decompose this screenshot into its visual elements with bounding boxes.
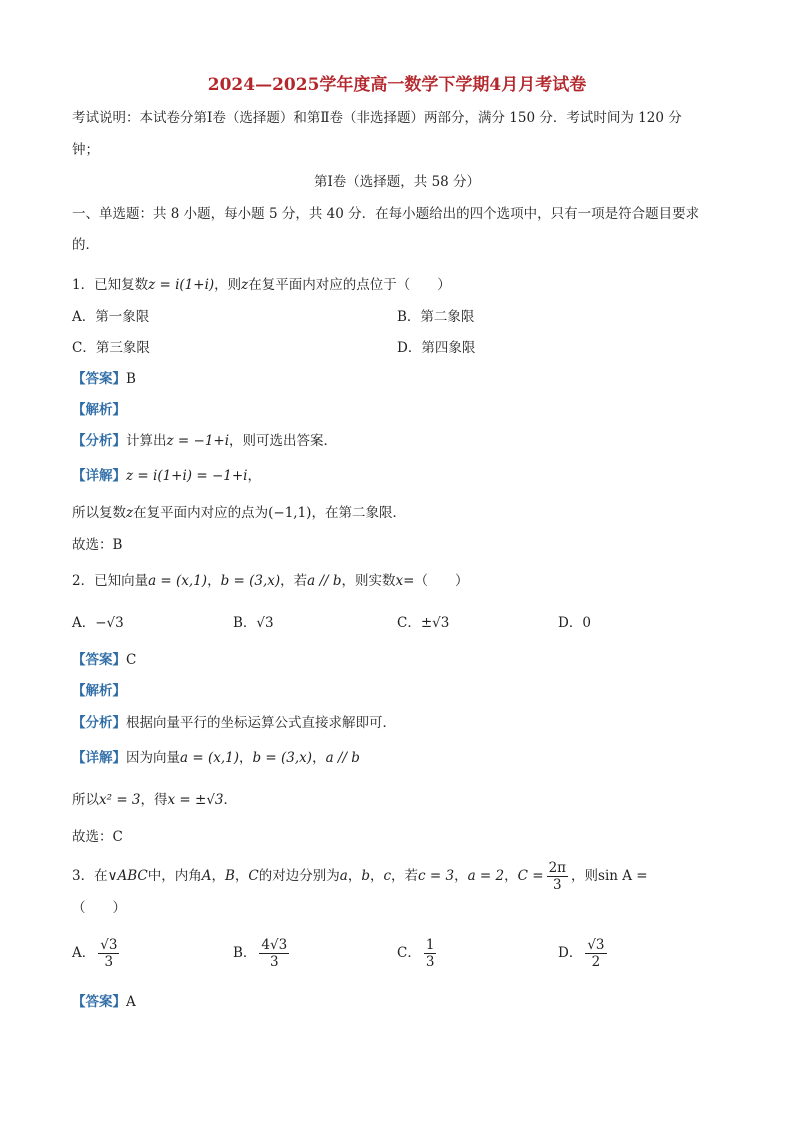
part1-instructions-line2: 的． — [72, 237, 99, 253]
q3-triangle: ∨ABC — [107, 868, 148, 884]
q2-vector-a: a = (x,1) — [148, 573, 208, 589]
detail-tag: 【详解】 — [72, 468, 126, 484]
q3-side-b: b — [361, 868, 370, 884]
q2-detail — [72, 748, 360, 768]
q3-C-denominator: 3 — [553, 877, 562, 893]
q2-so-c: ． — [223, 792, 238, 808]
exam-instructions-line1: 考试说明：本试卷分第Ⅰ卷（选择题）和第Ⅱ卷（非选择题）两部分，满分 150 分．考试时间为 120 分 — [72, 110, 682, 126]
q1-so-b: 在复平面内对应的点为 — [133, 505, 269, 521]
q1-option-d: D．第四象限 — [397, 340, 476, 356]
q1-conclusion — [72, 503, 406, 523]
q1-choose: 故选：B — [72, 537, 123, 553]
page-title: 2024—2025学年度高一数学下学期4月月考试卷 — [207, 75, 587, 95]
q2-option-c — [397, 613, 449, 633]
fenxi-tag: 【分析】 — [72, 433, 126, 449]
answer-tag: 【答案】 — [72, 994, 126, 1010]
q3-answer-value: A — [126, 994, 136, 1010]
q2-stem-c: ，则实数 — [341, 573, 396, 589]
q2-option-c-value: ±√3 — [420, 615, 450, 631]
q2-detail-par: a // b — [325, 750, 360, 766]
q2-stem — [72, 571, 468, 591]
q3-stem-b: 中，内角 — [147, 868, 202, 884]
q3-option-a-num: √3 — [100, 937, 118, 953]
q2-option-c-label: C． — [397, 615, 421, 631]
q3-side-a: a — [339, 868, 348, 884]
q1-analysis — [72, 400, 126, 420]
analysis-tag: 【解析】 — [72, 683, 126, 699]
q3-answer — [72, 992, 136, 1012]
q3-option-a — [72, 937, 122, 970]
q3-angle-b: B — [224, 868, 235, 884]
q2-choose: 故选：C — [72, 829, 123, 845]
q2-x: x — [395, 573, 404, 589]
q3-C-numerator: 2π — [548, 860, 567, 876]
q3-option-b — [233, 937, 292, 970]
q2-detail-a: 因为向量 — [126, 750, 180, 766]
q3-option-d-num: √3 — [587, 937, 605, 953]
q2-so-result: x = ±√3 — [167, 792, 224, 808]
q3-option-a-fraction — [98, 937, 119, 970]
q3-option-c-fraction — [424, 937, 437, 970]
q1-fenxi-a: 计算出 — [126, 433, 167, 449]
q2-so-b: ，得 — [140, 792, 168, 808]
q1-fenxi-b: ，则可选出答案． — [229, 433, 338, 449]
q1-stem-b: ，则 — [214, 277, 242, 293]
q3-option-d — [558, 937, 610, 970]
q1-so-c: ，在第二象限． — [311, 505, 406, 521]
q1-fenxi — [72, 431, 337, 451]
q1-stem — [72, 275, 451, 295]
fenxi-tag: 【分析】 — [72, 715, 126, 731]
q2-conclusion — [72, 790, 237, 810]
q3-angle-c: C — [248, 868, 259, 884]
q3-option-a-label: A． — [72, 945, 96, 961]
q2-analysis — [72, 681, 126, 701]
exam-instructions-line2: 钟； — [72, 142, 99, 158]
q3-sinA: sin A = — [598, 868, 648, 884]
q3-option-b-den: 3 — [270, 954, 279, 970]
q2-parallel: a // b — [307, 573, 342, 589]
q1-z: z — [241, 277, 249, 293]
q3-stem-d: ，若 — [391, 868, 419, 884]
q1-expr: z = i(1+i) — [148, 277, 215, 293]
q3-stem-c: 的对边分别为 — [258, 868, 340, 884]
q2-detail-sep1: ， — [238, 750, 253, 766]
q3-paren: （ ） — [72, 900, 126, 916]
q2-option-a-label: A． — [72, 615, 96, 631]
q1-detail-b: ， — [247, 468, 261, 484]
q3-option-c-label: C． — [397, 945, 421, 961]
q3-option-d-fraction — [585, 937, 606, 970]
q3-stem-a: 3．在 — [72, 868, 108, 884]
q2-detail-sep2: ， — [312, 750, 326, 766]
q3-option-a-den: 3 — [104, 954, 114, 970]
q1-stem-c: 在复平面内对应的点位于（ ） — [248, 277, 451, 293]
q2-option-d: D．0 — [558, 615, 591, 631]
q2-stem-d: =（ ） — [403, 573, 469, 589]
q2-option-b — [233, 613, 274, 633]
analysis-tag: 【解析】 — [72, 402, 126, 418]
q3-C-fraction — [547, 860, 568, 893]
q3-side-c: c — [383, 868, 392, 884]
q3-stem-e: ，则 — [571, 868, 599, 884]
q3-a-value: a = 2 — [467, 868, 505, 884]
q2-answer — [72, 650, 136, 670]
detail-tag: 【详解】 — [72, 750, 126, 766]
q2-fenxi-text: 根据向量平行的坐标运算公式直接求解即可． — [126, 715, 396, 731]
q1-option-b: B．第二象限 — [397, 309, 475, 325]
section-title: 第Ⅰ卷（选择题，共 58 分） — [313, 174, 481, 190]
q1-detail — [72, 466, 261, 486]
q3-c-value: c = 3 — [418, 868, 455, 884]
q1-stem-a: 1．已知复数 — [72, 277, 149, 293]
q2-option-b-label: B． — [233, 615, 257, 631]
q2-option-a-value: −√3 — [95, 615, 124, 631]
q3-option-d-label: D． — [558, 945, 583, 961]
q2-vector-b: b = (3,x) — [220, 573, 281, 589]
q3-angle-a: A — [201, 868, 212, 884]
answer-tag: 【答案】 — [72, 652, 126, 668]
q1-detail-expr: z = i(1+i) = −1+i — [126, 468, 248, 484]
q1-so-a: 所以复数 — [72, 505, 126, 521]
q2-sep1: ， — [207, 573, 221, 589]
answer-tag: 【答案】 — [72, 371, 126, 387]
q1-answer-value: B — [126, 371, 136, 387]
q3-stem: 3．在∨ABC中，内角A，B，C的对边分别为a，b，c，若c = 3，a = 2，C = $\frac{2\pi}{3}$ ，则sin A = — [72, 860, 648, 893]
q2-answer-value: C — [126, 652, 137, 668]
q3-option-b-label: B． — [233, 945, 257, 961]
q3-option-c — [397, 937, 439, 970]
q1-answer — [72, 369, 136, 389]
q1-option-a: A．第一象限 — [72, 309, 150, 325]
q2-so-a: 所以 — [72, 792, 99, 808]
q3-option-d-den: 2 — [591, 954, 601, 970]
q1-so-point: (−1,1) — [268, 505, 312, 521]
q3-option-b-fraction — [259, 937, 289, 970]
q1-so-z: z — [126, 505, 134, 521]
q3-option-b-num: 4√3 — [261, 937, 288, 953]
part1-instructions-line1: 一、单选题：共 8 小题，每小题 5 分，共 40 分．在每小题给出的四个选项中，只有一项是符合题目要求 — [72, 206, 700, 222]
q2-option-a — [72, 613, 124, 633]
q3-option-c-num: 1 — [425, 937, 435, 953]
q3-C-lhs: C = — [517, 868, 544, 884]
q2-detail-vb: b = (3,x) — [252, 750, 313, 766]
q2-fenxi — [72, 713, 396, 733]
q2-option-b-value: √3 — [256, 615, 274, 631]
q1-option-c: C．第三象限 — [72, 340, 150, 356]
q2-stem-b: ，若 — [280, 573, 308, 589]
q2-so-expr: x² = 3 — [99, 792, 141, 808]
q1-fenxi-expr: z = −1+i — [166, 433, 230, 449]
q3-option-c-den: 3 — [425, 954, 435, 970]
q2-stem-a: 2．已知向量 — [72, 573, 149, 589]
q2-detail-va: a = (x,1) — [180, 750, 239, 766]
